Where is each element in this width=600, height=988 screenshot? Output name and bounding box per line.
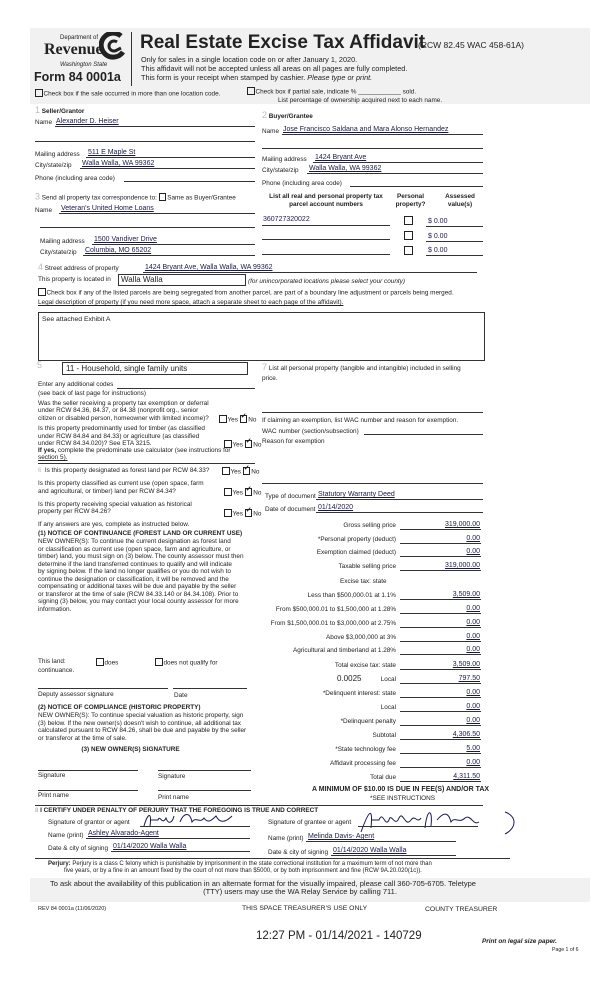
forest-question [38, 467, 209, 476]
field-line [400, 753, 481, 754]
tax-row-label: Exemption claimed (deduct) [316, 549, 396, 556]
reason-label: Reason for exemption [262, 438, 325, 445]
continuance-label: continuance. [38, 667, 75, 674]
field-line [313, 162, 483, 163]
question-text: Is this property predominantly used for timber (as classified [38, 425, 205, 432]
field-line [307, 173, 483, 174]
yes-checkbox[interactable] [224, 488, 232, 496]
personal-property-checkbox[interactable] [404, 231, 413, 240]
grantee-signature-label: Signature of grantee or agent [268, 819, 352, 826]
historic-yes-no[interactable] [224, 509, 261, 518]
perjury-bold: Perjury: [48, 861, 71, 867]
section-divider [38, 463, 255, 464]
personal-property-checkbox[interactable] [404, 216, 413, 225]
question-text: Is this property receiving special valuation as historical [38, 501, 192, 508]
use-code-value: 11 - Household, single family units [66, 364, 188, 373]
question-text: Is this property classified as current use (open space, farm [38, 480, 204, 487]
exemption-note: If claiming an exemption, list WAC number and reason for exemption. [262, 417, 459, 424]
field-line [86, 838, 250, 839]
location-select[interactable] [118, 274, 246, 286]
segregated-check[interactable] [38, 288, 454, 297]
use-code-select[interactable] [62, 362, 248, 375]
note-bold: If yes, [38, 447, 57, 454]
partial-sale-check[interactable]: Check box if partial sale, indicate % ____________ sold. [247, 87, 416, 96]
no-checkbox[interactable] [245, 440, 253, 448]
notice-line: NEW OWNER(S): To continue special valuation as historic property, sign [38, 712, 244, 719]
corr-city-field[interactable]: Columbia, MO 65202 [85, 247, 152, 254]
field-line [400, 556, 481, 557]
page-number: Page 1 of 6 [552, 947, 579, 953]
notice-line: or transferor at the time of sale. [38, 734, 127, 742]
revision-label: REV 84 0001a (11/06/2020) [38, 906, 107, 912]
checkbox[interactable] [35, 89, 43, 97]
yes-checkbox[interactable] [219, 415, 227, 423]
notice-line: (3) below. If the new owner(s) doesn't wish to continue, all additional tax [38, 719, 241, 727]
buyer-heading [262, 112, 313, 121]
tax-row-value[interactable]: 0.00 [466, 689, 480, 696]
no-checkbox[interactable] [245, 509, 253, 517]
buyer-phone-label: Phone (including area code) [262, 180, 342, 187]
buyer-mailing-field[interactable]: 1424 Bryant Ave [315, 154, 367, 161]
yes-label: Yes [232, 489, 243, 497]
doc-date-label: Date of document [265, 506, 316, 513]
tax-row-value[interactable]: 0.00 [466, 535, 480, 542]
field-line [400, 543, 481, 544]
seller-city-field[interactable]: Walla Walla, WA 99362 [82, 160, 155, 167]
checkbox-label: does not qualify for [163, 659, 218, 667]
checkbox[interactable] [155, 658, 163, 666]
field-line [400, 669, 481, 670]
tax-row-value[interactable]: 0.00 [466, 646, 480, 653]
field-line [426, 241, 483, 242]
field-line [59, 213, 255, 214]
buyer-name-field[interactable]: Jose Francisco Saldana and Mara Alonso Hernandez [283, 126, 449, 133]
no-label: No [253, 489, 262, 497]
buyer-city-field[interactable]: Walla Walla, WA 99362 [309, 165, 382, 172]
personal-property-field[interactable] [262, 412, 483, 413]
parcel-header: List all real and personal property tax [269, 193, 383, 200]
tax-row-label: *State technology fee [335, 746, 396, 753]
tax-row-label: *Delinquent interest: state [322, 690, 396, 697]
grantee-name-field[interactable]: Melinda Davis- Agent [308, 833, 375, 840]
tax-row-label: Gross selling price [343, 522, 396, 529]
field-line [86, 157, 255, 158]
location-value: Walla Walla [121, 275, 163, 284]
assessed-header: value(s) [447, 201, 473, 208]
field-line [331, 855, 456, 856]
multi-location-check[interactable] [35, 89, 220, 98]
minimum-notice: A MINIMUM OF $10.00 IS DUE IN FEE(S) AND/OR TAX [312, 786, 490, 793]
page-title: Real Estate Excise Tax Affidavit [140, 32, 426, 53]
field-line [400, 613, 481, 614]
assessed-value-field[interactable]: $ 0.00 [428, 233, 448, 240]
reason-field[interactable] [262, 483, 483, 484]
question-text: under RCW 84.84 and 84.33) or agriculture (as classified [38, 433, 200, 440]
located-label: This property is located in [38, 276, 111, 283]
section-title: Seller/Grantor [41, 108, 85, 115]
revenue-logo-icon [99, 32, 127, 60]
section-title: Buyer/Grantee [268, 113, 313, 120]
personal-property-checkbox[interactable] [404, 246, 413, 255]
tax-row-value[interactable]: 797.50 [458, 675, 480, 682]
corr-mailing-field[interactable]: 1500 Vandiver Drive [94, 236, 157, 243]
print-name-label: Print name [38, 792, 69, 799]
agency-line: Department of [60, 35, 99, 41]
field-line [400, 767, 481, 768]
county-treasurer-label: COUNTY TREASURER [425, 906, 498, 913]
field-line [111, 851, 250, 852]
excise-label: Excise tax: state [340, 578, 387, 585]
field-line [35, 141, 255, 142]
field-line [400, 711, 481, 712]
located-note: (for unincorporated locations please select your county) [248, 278, 406, 285]
field-line [400, 599, 481, 600]
tax-row-label: Local [380, 676, 396, 683]
perjury-text: Perjury is a class C felony which is punishable by imprisonment in the state correctional institution for a maximum term of not more than [70, 861, 432, 867]
parcel-number-field[interactable] [262, 239, 390, 240]
seller-phone-field[interactable] [124, 181, 255, 182]
treasurer-space-label: THIS SPACE TREASURER'S USE ONLY [242, 905, 368, 912]
date-city-label: Date & city of signing [48, 845, 109, 852]
no-label: No [251, 468, 260, 476]
accessibility-notice: (TTY) users may use the WA Relay Service by calling 711. [203, 887, 397, 896]
tax-row-label: From $500,000.01 to $1,500,000 at 1.28% [275, 606, 396, 613]
local-rate-field[interactable]: 0.0025 [337, 674, 362, 683]
notice-title: (2) NOTICE OF COMPLIANCE (HISTORIC PROPERTY) [38, 704, 201, 711]
checkbox-label: Same as Buyer/Grantee [167, 194, 236, 202]
corr-city-label: City/state/zip [40, 249, 77, 256]
form-number: Form 84 0001a [34, 70, 121, 84]
this-land-label: This land: [38, 658, 66, 665]
tax-row-label: Total excise tax: state [334, 662, 396, 669]
see-instructions: *SEE INSTRUCTIONS [370, 795, 435, 802]
notice-line: or transferor at the time of sale (RCW 84.33.140 or 84.34.108). Prior to [38, 590, 239, 598]
field-line [140, 826, 250, 827]
parcel-number-field[interactable]: 360727320022 [263, 216, 310, 223]
question-text: Was the seller receiving a property tax exemption or deferral [38, 400, 209, 407]
question-text: property per RCW 84.26? [38, 508, 111, 515]
ownership-note: List percentage of ownership acquired next to each name. [278, 97, 443, 104]
tax-row-label: Local [380, 704, 396, 711]
seller-phone-label: Phone (including area code) [35, 175, 115, 182]
section-number: 5 [37, 360, 43, 370]
checkbox-label: does [104, 659, 119, 667]
agency-state: Washington State [60, 62, 108, 68]
tax-row-value[interactable]: 319,000.00 [444, 562, 480, 569]
section-number: 2 [262, 110, 268, 120]
deputy-date-field[interactable] [173, 688, 247, 689]
checkbox-label: Check box if partial sale, indicate % [255, 88, 357, 96]
tax-row-value[interactable]: 319,000.00 [444, 521, 480, 528]
section-number: 1 [35, 105, 41, 115]
tax-row-label: Less than $500,000.01 at 1.1% [307, 592, 396, 599]
seller-name-field[interactable]: Alexander D. Heiser [56, 118, 119, 125]
field-line [400, 725, 481, 726]
seller-heading [35, 107, 84, 116]
notice-title: (1) NOTICE OF CONTINUANCE (FOREST LAND OR CURRENT USE) [38, 530, 243, 537]
corr-name-field[interactable]: Veteran's United Home Loans [61, 205, 154, 212]
header-line: This affidavit will not be accepted unless all areas on all pages are fully completed. [141, 64, 408, 73]
notice-line: timber) land, you must sign on (3) below. The county assessor must then [38, 553, 244, 560]
field-line [400, 641, 481, 642]
wac-label: WAC number (section/subsection) [262, 428, 359, 435]
parcel-number-field[interactable] [262, 254, 390, 255]
grantor-signature-label: Signature of grantor or agent [48, 819, 130, 826]
grantor-signature-image[interactable] [140, 810, 240, 830]
sold-label: sold. [402, 88, 417, 96]
print-name-field[interactable] [158, 790, 251, 791]
section-number: 7 [262, 362, 268, 372]
deputy-signature-field[interactable] [38, 688, 168, 689]
signature-label: Signature [158, 773, 186, 780]
field-line [316, 499, 483, 500]
note-text: complete the predominate use calculator (see instructions for [56, 447, 231, 454]
legal-label: Legal description of property (if you need more space, attach a separate sheet to each page of the affidavit). [38, 299, 344, 306]
additional-codes-field[interactable] [117, 388, 255, 389]
additional-codes-note: (see back of last page for instructions) [38, 390, 146, 397]
header-line [141, 74, 372, 82]
field-line [400, 697, 481, 698]
additional-codes-label: Enter any additional codes [38, 381, 114, 388]
tax-row-label: Subtotal [372, 732, 396, 739]
field-line [80, 168, 255, 169]
new-owner-signature-field[interactable] [38, 770, 138, 771]
doc-date-field[interactable]: 01/14/2020 [318, 504, 354, 511]
print-name-label: Print name [158, 794, 189, 801]
tax-row-value[interactable]: 4,311.50 [453, 773, 480, 780]
no-checkbox[interactable] [243, 467, 251, 475]
doc-type-label: Type of document [265, 493, 316, 500]
header-line: Only for sales in a single location code on or after January 1, 2020. [141, 55, 358, 64]
tax-row-label: Above $3,000,000 at 3% [326, 634, 396, 641]
doc-type-field[interactable]: Statutory Warranty Deed [318, 491, 395, 498]
tax-row-value[interactable]: 0.00 [466, 605, 480, 612]
no-checkbox[interactable] [240, 415, 248, 423]
buyer-name-label: Name [262, 128, 280, 135]
checkbox[interactable] [96, 658, 104, 666]
no-label: No [253, 441, 262, 449]
same-as-buyer-checkbox[interactable] [159, 193, 167, 201]
wac-field[interactable] [364, 434, 483, 435]
tax-row-label: Total due [370, 774, 396, 781]
question-text: citizen or disabled person, homeowner with limited income)? [38, 415, 209, 422]
field-line [316, 512, 483, 513]
label-text: price. [262, 375, 278, 382]
receipt-timestamp: 12:27 PM - 01/14/2021 - 140729 [256, 930, 422, 942]
assessed-value-field[interactable]: $ 0.00 [428, 218, 448, 225]
field-line [400, 570, 481, 571]
yes-label: Yes [232, 510, 243, 518]
street-label [38, 264, 119, 273]
notice-line: by signing below. If the land no longer qualifies or you do not wish to [38, 568, 231, 575]
buyer-phone-field[interactable] [350, 186, 483, 187]
field-line [400, 683, 481, 684]
correspondence-text: Send all property tax correspondence to: [41, 194, 157, 202]
checkbox-label: Check box if any of the listed parcels are being segregated from another parcel, are part of a boundary line adjustment or parcels being merged. [46, 289, 454, 297]
header-divider [131, 32, 132, 86]
tax-row-label: From $1,500,000.01 to $3,000,000 at 2.75% [270, 620, 396, 627]
seller-mailing-label: Mailing address [35, 151, 80, 158]
section-number: 6 [38, 468, 42, 474]
tax-row-value[interactable]: 0.00 [466, 703, 480, 710]
name-print-label: Name (print) [48, 832, 84, 839]
legal-paper-note: Print on legal size paper. [482, 938, 557, 945]
yes-label: Yes [230, 468, 241, 476]
street-label-text: Street address of property [44, 265, 119, 272]
current-use-yes-no[interactable] [224, 488, 261, 497]
buyer-mailing-label: Mailing address [262, 156, 307, 163]
section-number: 3 [35, 191, 41, 202]
grantee-date-field[interactable]: 01/14/2020 Walla Walla [333, 847, 407, 854]
tax-row-value[interactable]: 5.00 [466, 745, 480, 752]
field-line [306, 841, 456, 842]
statute-ref: (RCW 82.45 WAC 458-61A) [418, 40, 524, 50]
label-text: List all personal property (tangible and intangible) included in selling [268, 365, 461, 372]
agency-name: Revenue [44, 41, 103, 58]
checkbox[interactable] [247, 87, 255, 95]
new-owner-signature-field[interactable] [158, 770, 251, 771]
field-line [282, 134, 483, 135]
assessed-value-field[interactable]: $ 0.00 [428, 247, 448, 254]
field-line [40, 227, 255, 228]
street-field[interactable]: 1424 Bryant Ave, Walla Walla, WA 99362 [145, 264, 273, 271]
tax-row-value[interactable]: 0.00 [466, 717, 480, 724]
grantor-date-field[interactable]: 01/14/2020 Walla Walla [113, 843, 187, 850]
tax-row-value[interactable]: 3,509.00 [452, 591, 480, 598]
field-line [92, 244, 255, 245]
correspondence-label [35, 193, 236, 202]
forest-yes-no[interactable] [222, 467, 259, 476]
tax-row-value[interactable]: 0.00 [466, 548, 480, 555]
notice-line: information. [38, 605, 72, 613]
yes-checkbox[interactable] [222, 467, 230, 475]
question-text: under RCW 84.36, 84.37, or 84.38 (nonprofit org., senior [38, 407, 199, 414]
tax-row-value[interactable]: 0.00 [466, 633, 480, 640]
date-city-label: Date & city of signing [268, 849, 329, 856]
tax-row-label: Agricultural and timberland at 1.28% [292, 647, 396, 654]
yes-checkbox[interactable] [224, 509, 232, 517]
header-line-italic: Please type or print. [307, 73, 373, 82]
seller-city-label: City/state/zip [35, 162, 72, 169]
field-line [426, 226, 483, 227]
tax-row-value[interactable]: 3,509.00 [452, 661, 480, 668]
legal-description-field[interactable] [38, 312, 485, 361]
section-number: 4 [38, 262, 44, 272]
corr-name-label: Name [35, 207, 53, 214]
instruction-text: If any answers are yes, complete as instructed below. [38, 521, 190, 528]
tax-row-label: *Delinquent penalty [340, 718, 396, 725]
date-label: Date [174, 692, 188, 699]
field-line [143, 272, 477, 273]
corr-mailing-label: Mailing address [40, 238, 85, 245]
question-text: and agricultural, or timber) land per RCW 84.34? [38, 488, 176, 495]
deputy-signature-label: Deputy assessor signature [38, 691, 114, 698]
notice-line: or classification as current use (open space, farm and agriculture, or [38, 545, 231, 553]
tax-row-value[interactable]: 0.00 [466, 619, 480, 626]
seller-mailing-field[interactable]: 511 E Maple St [88, 149, 136, 156]
field-line [400, 781, 481, 782]
notice-line: signing (3) below, you may contact your local county assessor for more [38, 598, 239, 605]
does-qualify-check[interactable] [96, 658, 118, 667]
seller-name-label: Name [35, 119, 53, 126]
legal-value: See attached Exhibit A [42, 316, 111, 323]
new-owner-signature-title: (3) NEW OWNER(S) SIGNATURE [81, 746, 180, 753]
checkbox-label: Check box if the sale occurred in more than one location code. [43, 90, 221, 98]
perjury-text: five years, or by a fine in an amount fixed by the court of not more than $5000, or by both imprisonment and fine (RCW 9A.20.020(1c)). [64, 868, 422, 874]
checkbox[interactable] [38, 288, 46, 296]
field-line [358, 826, 478, 827]
tax-row-value[interactable]: 0.00 [466, 759, 480, 766]
section-divider [35, 858, 510, 859]
parcel-header: parcel account numbers [289, 201, 363, 208]
field-line [55, 126, 255, 127]
tax-row-label: Taxable selling price [338, 563, 396, 570]
personal-header: Personal [397, 193, 424, 200]
field-line [262, 148, 483, 149]
exemption-yes-no[interactable] [219, 415, 256, 424]
signature-label: Signature [38, 772, 66, 779]
tax-row-label: *Personal property (deduct) [317, 536, 396, 543]
notice-line: calculated pursuant to RCW 84.26, shall be due and payable by the seller [38, 727, 247, 734]
print-name-field[interactable] [38, 790, 138, 791]
assessed-header: Assessed [445, 193, 475, 200]
name-print-label: Name (print) [268, 835, 304, 842]
grantor-name-field[interactable]: Ashley Alvarado-Agent [88, 830, 159, 837]
yes-label: Yes [232, 441, 243, 449]
field-line [83, 255, 255, 256]
field-line [400, 739, 481, 740]
field-line [400, 654, 481, 655]
field-line [262, 225, 390, 226]
notice-line: NEW OWNER(S): To continue the current designation as forest land [38, 538, 231, 545]
no-label: No [253, 510, 262, 518]
field-line [400, 529, 481, 530]
certify-text: I CERTIFY UNDER PENALTY OF PERJURY THAT THE FOREGOING IS TRUE AND CORRECT [40, 807, 319, 814]
question-text: under RCW 84.34.020)? See ETA 3215. [38, 440, 152, 447]
no-label: No [248, 416, 257, 424]
tax-row-value[interactable]: 4,306.50 [452, 731, 480, 738]
field-line [400, 627, 481, 628]
personal-header: property? [395, 201, 426, 208]
grantee-signature-image[interactable] [355, 806, 535, 836]
accessibility-notice: To ask about the availability of this publication in an alternate format for the visually impaired, please call 360-705-6705. Teletype [50, 879, 476, 888]
tax-row-label: Affidavit processing fee [330, 760, 396, 767]
notice-line: continue the designation or classification, it will be removed and the [38, 575, 229, 583]
buyer-city-label: City/state/zip [262, 167, 299, 174]
yes-label: Yes [227, 416, 238, 424]
no-checkbox[interactable] [245, 488, 253, 496]
notice-line: determine if the land transferred continues to qualify and will indicate [38, 560, 232, 568]
notice-line: compensating or additional taxes will be due and payable by the seller [38, 583, 237, 590]
section-number: 8 [35, 808, 39, 814]
header-line-text: This form is your receipt when stamped by cashier. [141, 73, 306, 82]
personal-property-label [262, 364, 461, 373]
field-line [426, 255, 483, 256]
question-text: Is this property designated as forest land per RCW 84.33? [44, 467, 210, 474]
note-text: section 5). [38, 454, 68, 461]
